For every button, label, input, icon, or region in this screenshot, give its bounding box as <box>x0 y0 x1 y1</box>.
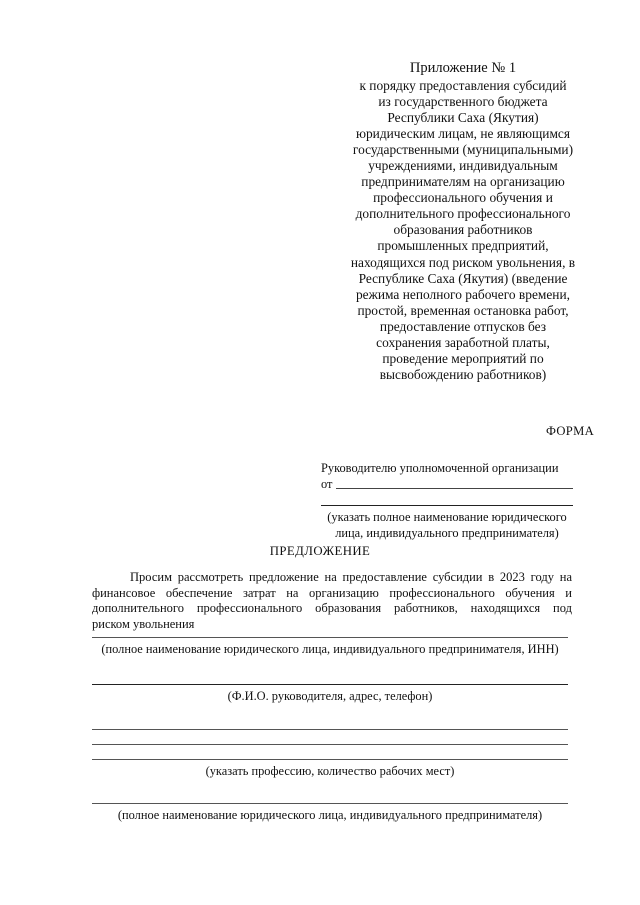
appendix-line: находящихся под риском увольнения, в <box>350 254 576 270</box>
org-full-name-field[interactable] <box>92 803 568 804</box>
addressee-hint-line: лица, индивидуального предпринимателя) <box>335 525 559 540</box>
appendix-line: высвобождению работников) <box>379 366 547 382</box>
appendix-line: дополнительного профессионального <box>355 206 571 222</box>
paragraph-line: дополнительного профессионального образования работников, находящихся под <box>92 601 572 616</box>
appendix-line: простой, временная остановка работ, <box>357 302 569 318</box>
head-info-field[interactable] <box>92 684 568 685</box>
profession-field-line-1[interactable] <box>92 729 568 730</box>
appendix-line: Республике Саха (Якутия) (введение <box>358 270 568 286</box>
profession-field-line-2[interactable] <box>92 744 568 745</box>
profession-field-line-3[interactable] <box>92 759 568 760</box>
addressee-block <box>321 460 573 541</box>
paragraph-line: финансовое обеспечение затрат на организацию профессионального обучения и <box>92 585 572 600</box>
appendix-line: из государственного бюджета <box>378 94 548 110</box>
proposal-paragraph <box>92 570 572 633</box>
org-name-field[interactable] <box>92 637 568 638</box>
head-info-caption: (Ф.И.О. руководителя, адрес, телефон) <box>227 689 433 703</box>
profession-field-block <box>92 729 568 779</box>
appendix-header <box>318 58 608 383</box>
appendix-line: Республики Саха (Якутия) <box>387 110 539 126</box>
addressee-from-label: от <box>321 477 333 491</box>
profession-caption: (указать профессию, количество рабочих мест) <box>205 764 455 778</box>
document-title: ПРЕДЛОЖЕНИЕ <box>269 544 371 558</box>
appendix-line: учреждениями, индивидуальным <box>368 158 558 174</box>
org-full-name-field-block <box>92 803 568 823</box>
addressee-hint-line: (указать полное наименование юридического <box>327 510 567 524</box>
addressee-name-field[interactable] <box>321 505 573 506</box>
appendix-line: предоставление отпусков без <box>379 318 547 334</box>
head-info-field-block <box>92 684 568 704</box>
appendix-line: сохранения заработной платы, <box>376 334 550 350</box>
addressee-from-field[interactable] <box>336 488 573 489</box>
addressee-to: Руководителю уполномоченной организации <box>321 461 559 475</box>
form-label: ФОРМА <box>546 424 594 438</box>
appendix-line: государственными (муниципальными) <box>352 142 574 158</box>
appendix-line: предпринимателям на организацию <box>361 174 565 190</box>
org-name-field-block <box>92 637 568 657</box>
paragraph-line: Просим рассмотреть предложение на предоставление субсидии в 2023 году на <box>130 570 572 584</box>
org-full-name-caption: (полное наименование юридического лица, индивидуального предпринимателя) <box>117 808 543 822</box>
appendix-line: к порядку предоставления субсидий <box>359 78 567 93</box>
appendix-line: юридическим лицам, не являющимся <box>355 126 571 142</box>
org-name-caption: (полное наименование юридического лица, индивидуального предпринимателя, ИНН) <box>101 642 559 656</box>
appendix-line: образования работников <box>393 222 533 238</box>
appendix-line: режима неполного рабочего времени, <box>355 286 570 302</box>
addressee-hint <box>321 510 573 541</box>
appendix-line: проведение мероприятий по <box>382 350 544 366</box>
appendix-line: промышленных предприятий, <box>377 238 549 254</box>
appendix-line: профессионального обучения и <box>373 190 553 206</box>
appendix-title: Приложение № 1 <box>409 60 517 76</box>
addressee-from-row <box>321 476 573 492</box>
paragraph-line: риском увольнения <box>92 617 195 632</box>
